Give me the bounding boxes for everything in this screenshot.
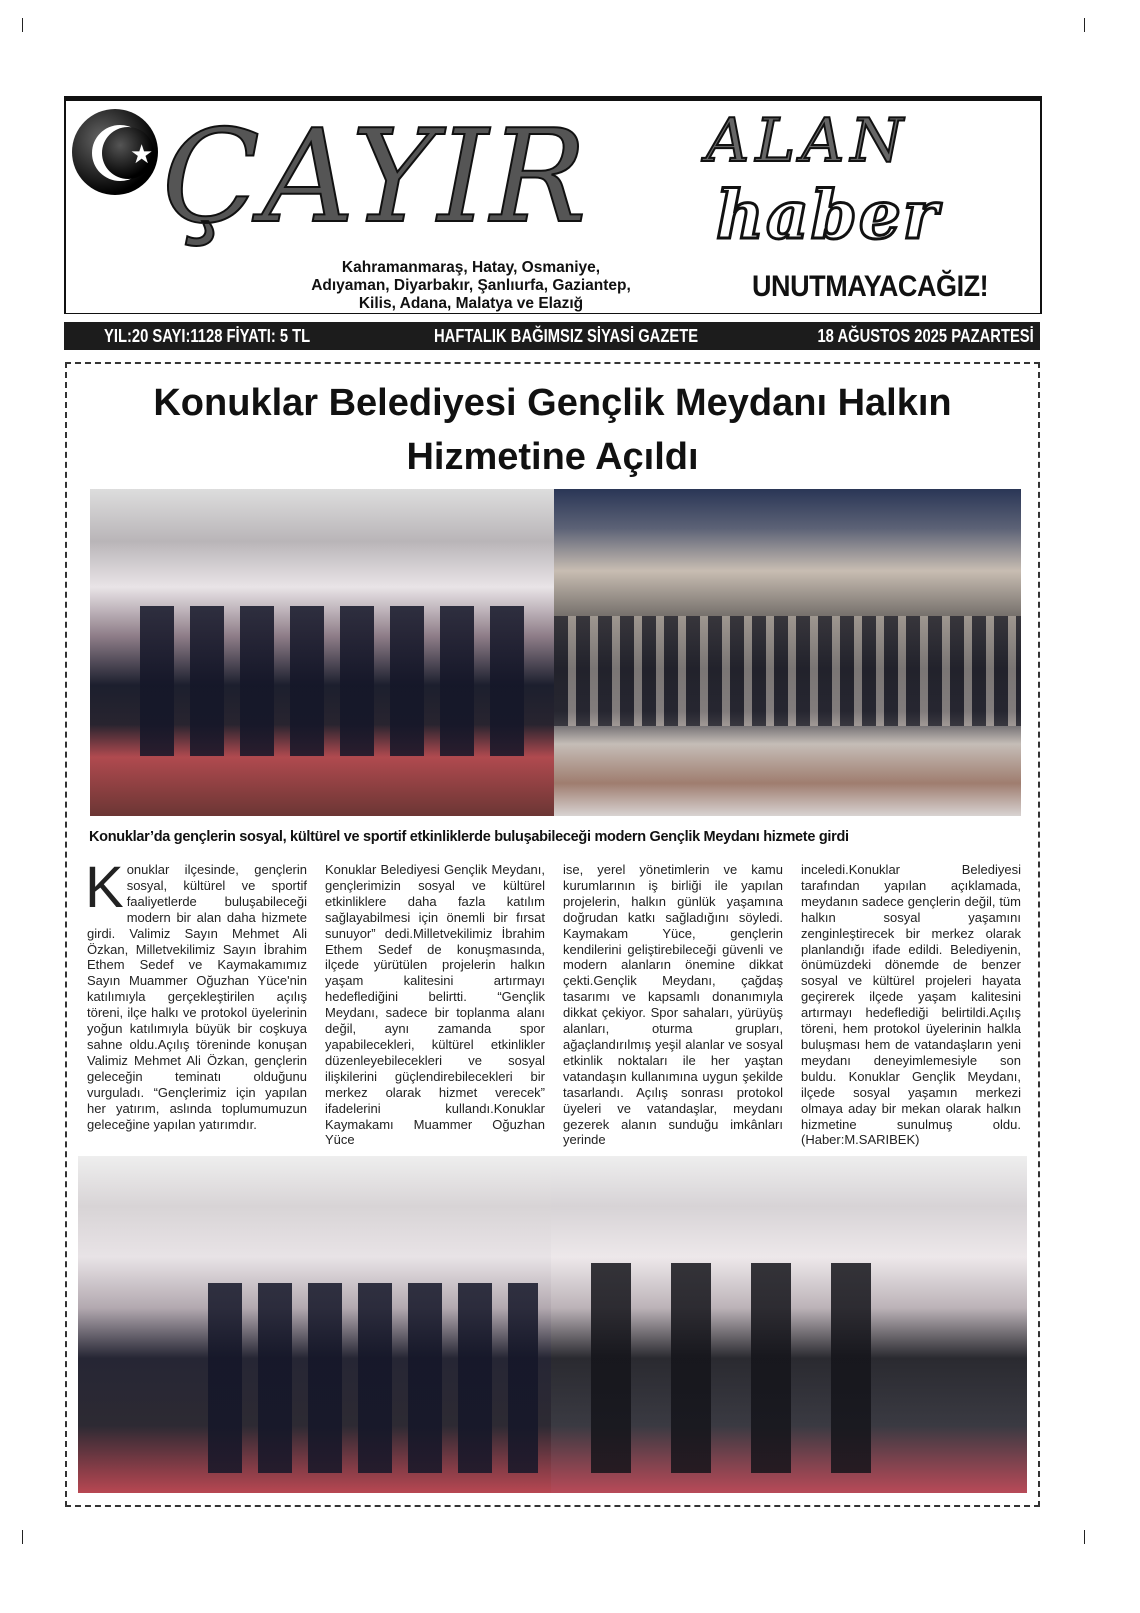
crop-mark [22,1530,23,1544]
article-column: Konuklar Belediyesi Gençlik Meydanı, gençlerimizin sosyal ve kültürel etkinliklere daha fazla katılım sağlayabilmesi için önemli bir fırsat sunuyor” dedi.Milletvekilimiz İbrahim Ethem Sedef de konuşmasında, ilçede yürütülen projelerin halkın yaşam kalitesini artırmayı hedeflediğini belirtti. “Gençlik Meydanı, sadece bir toplanma alanı değil, aynı zamanda spor yapabilecekleri, kültürel etkinlikler düzenleyebilecekleri ve sosyal ilişkilerini güçlendirebilecekleri bir merkez olarak hizmet verecek” ifadelerini kullandı.Konuklar Kaymakamı Muammer Oğuzhan Yüce [325,862,545,1148]
masthead [64,96,1042,314]
logo-haber: haber [716,176,940,254]
headline-line: Konuklar Belediyesi Gençlik Meydanı Halkın [153,382,952,424]
article-column: inceledi.Konuklar Belediyesi tarafından yapılan açıklamada, meydanın sadece gençlerin değil, tüm halkın sosyal yaşamını zenginleştirecek bir merkez olarak planlandığı ifade edildi. Belediyenin, önümüzdeki dönemde de benzer sosyal ve kültürel projeleri hayata geçirerek ilçede yaşam kalitesini artırmayı hedeflediği belirtildi.Açılış töreni, hem protokol üyelerinin halkla buluşması hem de vatandaşların yeni meydanı deneyimlemesiyle son buldu. Konuklar Gençlik Meydanı, ilçede sosyal yaşamın merkezi olmaya aday bir mekan olarak halkın hizmetine sunulmuş oldu.(Haber:M.SARIBEK) [801,862,1021,1148]
crescent-star-emblem-icon: ★ [72,109,158,195]
column-text: onuklar ilçesinde, gençlerin sosyal, kültürel ve sportif faaliyetlerde buluşabileceği modern bir alan daha hizmete girdi. Valimiz Sayın Mehmet Ali Özkan, Milletvekilimiz Sayın İbrahim Ethem Sedef ve Kaymakamımız Sayın Muammer Oğuzhan Yüce'nin katılımıyla gerçekleştirilen açılış töreni, ilçe halkı ve protokol üyelerinin yoğun katılımıyla büyük bir coşkuya sahne oldu.Açılış töreninde konuşan Valimiz Mehmet Ali Özkan, gençlerin geleceğin teminatı olduğunu vurguladı. “Gençlerimiz için yapılan her yatırım, aslında toplumumuzun geleceğine yapılan yatırımdır. [87,862,307,1132]
photo-caption: Konuklar’da gençlerin sosyal, kültürel ve sportif etkinliklerde buluşabileceği modern Gençlik Meydanı hizmete girdi [89,829,849,845]
photo-plaque-presentation [78,1156,551,1493]
headline [70,376,1035,484]
slogan: UNUTMAYACAĞIZ! [752,270,989,303]
logo-alan: ALAN [706,106,910,176]
issue-date: 18 AĞUSTOS 2025 PAZARTESİ [817,326,1034,346]
info-bar [64,322,1040,350]
photo-crowd [554,489,1021,816]
logo-cayir: ÇAYIR [162,103,589,252]
crop-mark [1084,18,1085,32]
headline-line: Hizmetine Açıldı [406,436,699,478]
crop-mark [22,18,23,32]
tagline: HAFTALIK BAĞIMSIZ SİYASİ GAZETE [434,326,699,346]
photo-ribbon-cutting [90,489,554,816]
cities-line: Adıyaman, Diyarbakır, Şanlıurfa, Gaziantep, [311,277,631,294]
article-column [85,855,307,1132]
issue-info: YIL:20 SAYI:1128 FİYATI: 5 TL [104,326,311,346]
article-column: ise, yerel yönetimlerin ve kamu kurumlarının iş birliği ile yapılan projelerin, halkın günlük yaşamına doğrudan katkı sağladığını söyledi. Kaymakam Yüce, gençlerin kendilerini geliştirebileceği güvenli ve modern alanların önemine dikkat çekti.Gençlik Meydanı, çağdaş tasarımı ve kapsamlı donanımıyla dikkat çekiyor. Spor sahaları, yürüyüş alanları, oturma grupları, ağaçlandırılmış yeşil alanlar ve sosyal etkinlik noktaları ile her yaştan vatandaşın kullanımına uygun şekilde tasarlandı. Açılış sonrası protokol üyeleri ve vatandaşlar, meydanı gezerek alanın sunduğu imkânları yerinde [563,862,783,1148]
photo-music-performance [551,1156,1027,1493]
drop-cap: K [85,855,124,920]
cities-line: Kahramanmaraş, Hatay, Osmaniye, [341,259,601,276]
cities-list [216,259,726,313]
crop-mark [1084,1530,1085,1544]
cities-line: Kilis, Adana, Malatya ve Elazığ [358,295,584,312]
